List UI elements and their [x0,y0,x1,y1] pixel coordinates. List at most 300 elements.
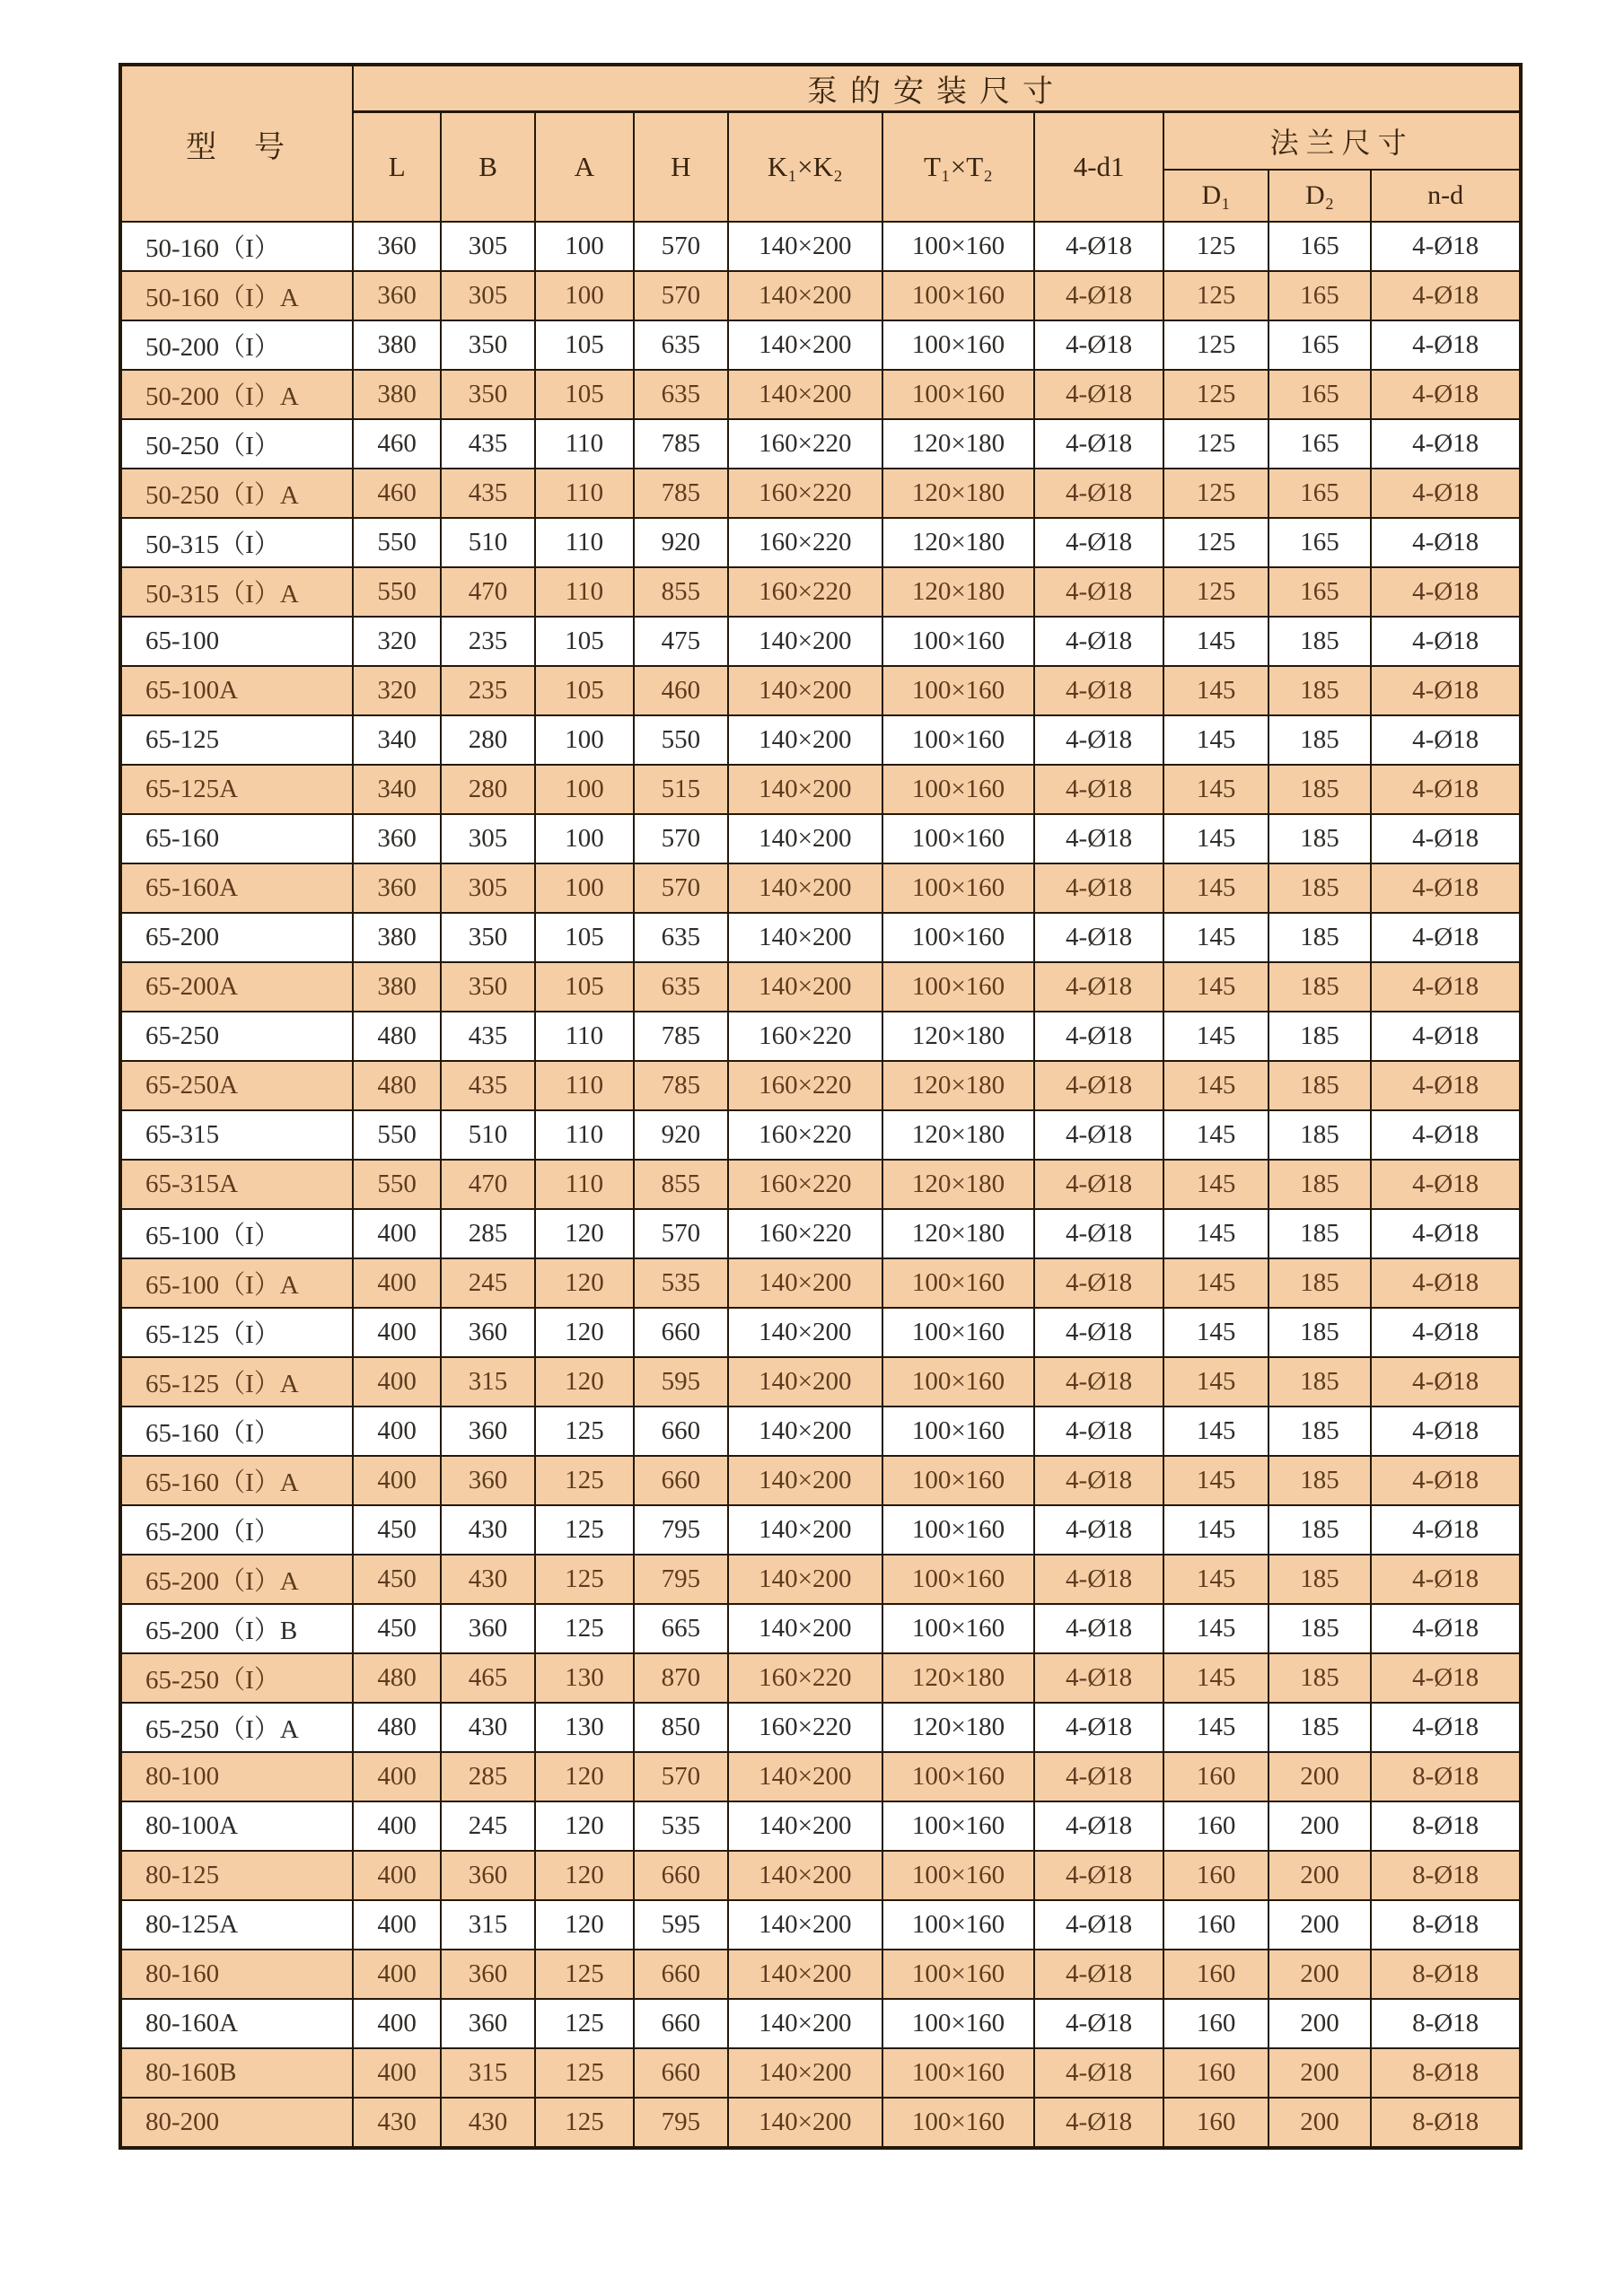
model-cell: 50-315（I）A [120,567,353,617]
value-cell: 160×220 [728,518,883,567]
value-cell: 100×160 [882,2048,1034,2098]
value-cell: 660 [634,1950,727,1999]
value-cell: 4-Ø18 [1371,1456,1521,1505]
value-cell: 165 [1268,320,1371,370]
value-cell: 4-Ø18 [1034,1752,1164,1801]
value-cell: 360 [441,1999,534,2048]
value-cell: 4-Ø18 [1371,814,1521,863]
table-row [120,913,1521,962]
value-cell: 145 [1163,913,1268,962]
value-cell: 4-Ø18 [1371,469,1521,518]
value-cell: 160×220 [728,1110,883,1160]
value-cell: 160 [1163,1851,1268,1900]
value-cell: 125 [535,1505,634,1555]
table-row [120,1851,1521,1900]
value-cell: 4-Ø18 [1034,666,1164,715]
value-cell: 185 [1268,863,1371,913]
value-cell: 200 [1268,1950,1371,1999]
table-row [120,814,1521,863]
value-cell: 380 [353,913,441,962]
value-cell: 105 [535,913,634,962]
value-cell: 145 [1163,1012,1268,1061]
value-cell: 635 [634,913,727,962]
value-cell: 4-Ø18 [1034,2098,1164,2148]
value-cell: 125 [1163,370,1268,419]
value-cell: 4-Ø18 [1034,1555,1164,1604]
header-4-d1: 4-d1 [1034,112,1164,223]
value-cell: 185 [1268,1160,1371,1209]
value-cell: 535 [634,1801,727,1851]
value-cell: 460 [353,469,441,518]
value-cell: 4-Ø18 [1034,222,1164,271]
value-cell: 400 [353,1456,441,1505]
value-cell: 145 [1163,1604,1268,1653]
value-cell: 140×200 [728,370,883,419]
value-cell: 145 [1163,1308,1268,1357]
model-cell: 65-200（I） [120,1505,353,1555]
value-cell: 870 [634,1653,727,1703]
table-row [120,1061,1521,1110]
value-cell: 4-Ø18 [1371,1703,1521,1752]
value-cell: 185 [1268,1604,1371,1653]
value-cell: 785 [634,1012,727,1061]
value-cell: 140×200 [728,1555,883,1604]
value-cell: 4-Ø18 [1034,469,1164,518]
value-cell: 320 [353,617,441,666]
value-cell: 4-Ø18 [1034,1653,1164,1703]
value-cell: 4-Ø18 [1034,1456,1164,1505]
value-cell: 140×200 [728,913,883,962]
value-cell: 4-Ø18 [1034,1505,1164,1555]
value-cell: 550 [353,567,441,617]
value-cell: 570 [634,1209,727,1258]
value-cell: 340 [353,715,441,765]
value-cell: 550 [353,1110,441,1160]
value-cell: 245 [441,1801,534,1851]
value-cell: 305 [441,222,534,271]
value-cell: 185 [1268,1407,1371,1456]
value-cell: 315 [441,1357,534,1407]
value-cell: 430 [441,1505,534,1555]
value-cell: 4-Ø18 [1034,271,1164,320]
value-cell: 360 [441,1308,534,1357]
value-cell: 145 [1163,1061,1268,1110]
value-cell: 165 [1268,469,1371,518]
value-cell: 400 [353,1900,441,1950]
model-cell: 65-315A [120,1160,353,1209]
value-cell: 100×160 [882,1357,1034,1407]
value-cell: 140×200 [728,222,883,271]
value-cell: 160×220 [728,469,883,518]
value-cell: 200 [1268,1900,1371,1950]
value-cell: 185 [1268,814,1371,863]
value-cell: 185 [1268,1110,1371,1160]
value-cell: 430 [441,1555,534,1604]
table-row [120,419,1521,469]
value-cell: 4-Ø18 [1371,567,1521,617]
value-cell: 4-Ø18 [1371,666,1521,715]
value-cell: 380 [353,962,441,1012]
value-cell: 4-Ø18 [1034,1308,1164,1357]
value-cell: 435 [441,1012,534,1061]
value-cell: 100 [535,765,634,814]
header-A: A [535,112,634,223]
model-cell: 65-125（I）A [120,1357,353,1407]
value-cell: 4-Ø18 [1034,2048,1164,2098]
value-cell: 535 [634,1258,727,1308]
table-row [120,469,1521,518]
table-row [120,765,1521,814]
value-cell: 430 [353,2098,441,2148]
model-cell: 65-160A [120,863,353,913]
header-model: 型 号 [120,65,353,222]
value-cell: 105 [535,666,634,715]
model-cell: 65-125A [120,765,353,814]
value-cell: 450 [353,1555,441,1604]
value-cell: 100 [535,814,634,863]
value-cell: 140×200 [728,1999,883,2048]
header-B: B [441,112,534,223]
value-cell: 120 [535,1801,634,1851]
value-cell: 430 [441,1703,534,1752]
value-cell: 125 [535,1555,634,1604]
value-cell: 125 [535,1407,634,1456]
value-cell: 400 [353,1407,441,1456]
value-cell: 660 [634,2048,727,2098]
value-cell: 360 [441,1851,534,1900]
value-cell: 380 [353,370,441,419]
value-cell: 165 [1268,567,1371,617]
value-cell: 185 [1268,962,1371,1012]
model-cell: 65-160（I） [120,1407,353,1456]
value-cell: 4-Ø18 [1034,814,1164,863]
value-cell: 185 [1268,1308,1371,1357]
model-cell: 65-100A [120,666,353,715]
value-cell: 185 [1268,1209,1371,1258]
value-cell: 350 [441,370,534,419]
value-cell: 785 [634,1061,727,1110]
value-cell: 185 [1268,666,1371,715]
value-cell: 400 [353,1851,441,1900]
value-cell: 400 [353,1209,441,1258]
value-cell: 435 [441,419,534,469]
value-cell: 200 [1268,1999,1371,2048]
table-row [120,1801,1521,1851]
value-cell: 185 [1268,913,1371,962]
value-cell: 100×160 [882,1801,1034,1851]
value-cell: 100×160 [882,1555,1034,1604]
model-cell: 65-250（I）A [120,1703,353,1752]
value-cell: 100 [535,222,634,271]
value-cell: 140×200 [728,320,883,370]
document-sheet [119,63,1523,2150]
value-cell: 285 [441,1752,534,1801]
value-cell: 235 [441,666,534,715]
value-cell: 120×180 [882,518,1034,567]
value-cell: 855 [634,1160,727,1209]
value-cell: 185 [1268,1357,1371,1407]
table-row [120,271,1521,320]
value-cell: 8-Ø18 [1371,1950,1521,1999]
model-cell: 65-100 [120,617,353,666]
table-row [120,1999,1521,2048]
value-cell: 140×200 [728,1258,883,1308]
value-cell: 360 [353,814,441,863]
table-row [120,518,1521,567]
table-row [120,1012,1521,1061]
pump-dimensions-table [119,63,1523,2150]
value-cell: 4-Ø18 [1371,222,1521,271]
value-cell: 125 [535,1999,634,2048]
value-cell: 435 [441,1061,534,1110]
value-cell: 120 [535,1357,634,1407]
model-cell: 80-125 [120,1851,353,1900]
value-cell: 4-Ø18 [1034,567,1164,617]
table-row [120,1258,1521,1308]
value-cell: 4-Ø18 [1034,913,1164,962]
value-cell: 4-Ø18 [1371,863,1521,913]
value-cell: 120×180 [882,1653,1034,1703]
value-cell: 160 [1163,1900,1268,1950]
table-row [120,320,1521,370]
value-cell: 200 [1268,2098,1371,2148]
value-cell: 4-Ø18 [1371,1505,1521,1555]
table-row [120,1555,1521,1604]
value-cell: 145 [1163,1258,1268,1308]
value-cell: 140×200 [728,1900,883,1950]
value-cell: 185 [1268,1505,1371,1555]
value-cell: 100×160 [882,814,1034,863]
value-cell: 100 [535,715,634,765]
value-cell: 550 [634,715,727,765]
value-cell: 480 [353,1653,441,1703]
value-cell: 100×160 [882,1752,1034,1801]
table-row [120,1752,1521,1801]
value-cell: 100×160 [882,1950,1034,1999]
value-cell: 795 [634,2098,727,2148]
value-cell: 145 [1163,715,1268,765]
value-cell: 570 [634,814,727,863]
model-cell: 65-125 [120,715,353,765]
model-cell: 50-315（I） [120,518,353,567]
value-cell: 125 [1163,222,1268,271]
value-cell: 4-Ø18 [1034,370,1164,419]
value-cell: 4-Ø18 [1371,1258,1521,1308]
value-cell: 200 [1268,1801,1371,1851]
value-cell: 145 [1163,617,1268,666]
value-cell: 785 [634,419,727,469]
model-cell: 50-160（I）A [120,271,353,320]
value-cell: 145 [1163,1456,1268,1505]
value-cell: 850 [634,1703,727,1752]
value-cell: 100×160 [882,1604,1034,1653]
model-cell: 50-250（I） [120,419,353,469]
value-cell: 4-Ø18 [1034,1258,1164,1308]
value-cell: 100×160 [882,765,1034,814]
table-row [120,1209,1521,1258]
value-cell: 4-Ø18 [1034,1357,1164,1407]
value-cell: 4-Ø18 [1371,1407,1521,1456]
value-cell: 4-Ø18 [1034,320,1164,370]
value-cell: 145 [1163,863,1268,913]
value-cell: 120×180 [882,567,1034,617]
value-cell: 165 [1268,419,1371,469]
value-cell: 435 [441,469,534,518]
value-cell: 635 [634,370,727,419]
value-cell: 360 [441,1407,534,1456]
value-cell: 400 [353,1950,441,1999]
table-row [120,1407,1521,1456]
table-row [120,1110,1521,1160]
value-cell: 460 [634,666,727,715]
table-row [120,1505,1521,1555]
value-cell: 4-Ø18 [1371,1604,1521,1653]
value-cell: 110 [535,419,634,469]
value-cell: 570 [634,271,727,320]
model-cell: 65-250（I） [120,1653,353,1703]
value-cell: 280 [441,765,534,814]
value-cell: 4-Ø18 [1034,765,1164,814]
value-cell: 100×160 [882,863,1034,913]
value-cell: 185 [1268,1703,1371,1752]
model-cell: 65-250 [120,1012,353,1061]
value-cell: 130 [535,1703,634,1752]
value-cell: 570 [634,863,727,913]
value-cell: 595 [634,1357,727,1407]
value-cell: 145 [1163,1407,1268,1456]
table-row [120,863,1521,913]
value-cell: 145 [1163,1357,1268,1407]
value-cell: 465 [441,1653,534,1703]
value-cell: 125 [535,1950,634,1999]
value-cell: 145 [1163,1110,1268,1160]
value-cell: 4-Ø18 [1034,1061,1164,1110]
value-cell: 660 [634,1407,727,1456]
value-cell: 350 [441,913,534,962]
value-cell: 4-Ø18 [1371,913,1521,962]
value-cell: 100×160 [882,913,1034,962]
model-cell: 80-160 [120,1950,353,1999]
model-cell: 80-200 [120,2098,353,2148]
value-cell: 160 [1163,1801,1268,1851]
value-cell: 185 [1268,1012,1371,1061]
model-cell: 50-200（I） [120,320,353,370]
header-K1xK2: K₁×K₂ [728,112,883,223]
value-cell: 145 [1163,1555,1268,1604]
value-cell: 110 [535,1110,634,1160]
value-cell: 4-Ø18 [1034,1703,1164,1752]
value-cell: 360 [353,222,441,271]
value-cell: 4-Ø18 [1371,271,1521,320]
value-cell: 4-Ø18 [1371,1653,1521,1703]
model-cell: 65-100（I）A [120,1258,353,1308]
value-cell: 8-Ø18 [1371,1900,1521,1950]
model-cell: 65-125（I） [120,1308,353,1357]
value-cell: 515 [634,765,727,814]
value-cell: 4-Ø18 [1371,1110,1521,1160]
value-cell: 120×180 [882,1061,1034,1110]
value-cell: 140×200 [728,1851,883,1900]
value-cell: 140×200 [728,1752,883,1801]
model-cell: 65-160（I）A [120,1456,353,1505]
value-cell: 165 [1268,518,1371,567]
value-cell: 140×200 [728,2048,883,2098]
value-cell: 140×200 [728,962,883,1012]
value-cell: 550 [353,1160,441,1209]
value-cell: 185 [1268,1258,1371,1308]
value-cell: 315 [441,2048,534,2098]
value-cell: 110 [535,518,634,567]
value-cell: 8-Ø18 [1371,2048,1521,2098]
value-cell: 165 [1268,271,1371,320]
value-cell: 145 [1163,1505,1268,1555]
value-cell: 145 [1163,962,1268,1012]
value-cell: 350 [441,320,534,370]
model-cell: 65-200（I）B [120,1604,353,1653]
value-cell: 165 [1268,370,1371,419]
model-cell: 65-100（I） [120,1209,353,1258]
value-cell: 285 [441,1209,534,1258]
value-cell: 360 [441,1950,534,1999]
value-cell: 105 [535,370,634,419]
value-cell: 4-Ø18 [1034,617,1164,666]
value-cell: 400 [353,1752,441,1801]
value-cell: 4-Ø18 [1371,1209,1521,1258]
table-row [120,962,1521,1012]
table-row [120,1604,1521,1653]
value-cell: 595 [634,1900,727,1950]
value-cell: 160 [1163,1950,1268,1999]
value-cell: 8-Ø18 [1371,1801,1521,1851]
value-cell: 920 [634,518,727,567]
value-cell: 4-Ø18 [1034,1999,1164,2048]
value-cell: 280 [441,715,534,765]
value-cell: 120×180 [882,1703,1034,1752]
value-cell: 105 [535,320,634,370]
value-cell: 660 [634,1308,727,1357]
value-cell: 140×200 [728,1604,883,1653]
value-cell: 125 [1163,419,1268,469]
value-cell: 185 [1268,1653,1371,1703]
value-cell: 130 [535,1653,634,1703]
value-cell: 570 [634,222,727,271]
value-cell: 160×220 [728,567,883,617]
value-cell: 4-Ø18 [1371,370,1521,419]
value-cell: 140×200 [728,1456,883,1505]
value-cell: 125 [1163,469,1268,518]
value-cell: 125 [535,1604,634,1653]
value-cell: 145 [1163,1703,1268,1752]
value-cell: 125 [535,1456,634,1505]
value-cell: 4-Ø18 [1371,1160,1521,1209]
value-cell: 475 [634,617,727,666]
value-cell: 120×180 [882,469,1034,518]
value-cell: 140×200 [728,1801,883,1851]
value-cell: 100×160 [882,1900,1034,1950]
value-cell: 8-Ø18 [1371,1851,1521,1900]
value-cell: 360 [353,863,441,913]
value-cell: 4-Ø18 [1371,1308,1521,1357]
model-cell: 80-160B [120,2048,353,2098]
value-cell: 4-Ø18 [1034,1012,1164,1061]
value-cell: 4-Ø18 [1034,1950,1164,1999]
value-cell: 200 [1268,2048,1371,2098]
value-cell: 8-Ø18 [1371,2098,1521,2148]
value-cell: 125 [535,2098,634,2148]
value-cell: 145 [1163,666,1268,715]
value-cell: 4-Ø18 [1034,1604,1164,1653]
model-cell: 65-200A [120,962,353,1012]
